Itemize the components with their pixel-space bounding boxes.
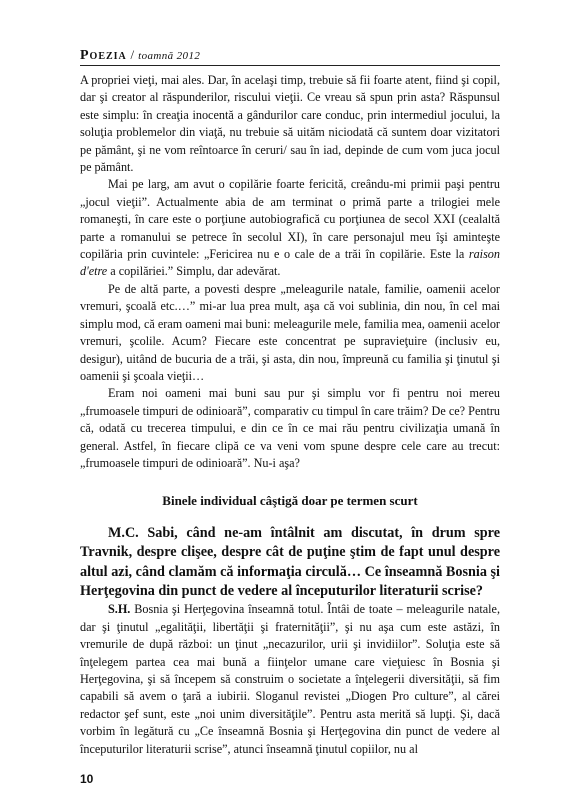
answer-text: Bosnia şi Herţegovina înseamnă totul. Întâi de toate – meleagurile natale, dar şi ţinutul „egalităţii, libertăţii şi fraternităţii”, şi nu aşa cum este astăzi, în vremurile de după război: un ţinut „necazurilor, urii şi invidiilor”. Soluţia este să înţelegem partea cea mai bună a fiinţelor umane care vieţuiesc în Bosnia şi Herţegovina, şi să începem să construim o societate a înţelegerii diversităţii, să fim capabili să avem o ţară a iubirii. Sloganul revistei „Diogen Pro culture”, al cărei redactor şef sunt, este „noi unim diversităţile”. Pentru asta merită să lupţi. Şi, dacă vorbim în legătură cu „Ce înseamnă Bosnia şi Herţegovina din punct de vedere al începuturilor literaturii scrise”, atunci înseamnă ţinutul copiilor, nu al (80, 602, 500, 756)
interview-question: M.C. Sabi, când ne-am întâlnit am discutat, în drum spre Travnik, despre clişee, despre cât de puţine ştim de fapt unul despre altul azi, când clamăm că informaţia circulă… Ce înseamnă Bosnia şi Herţegovina din punct de vedere al începuturilor literaturii scrise? (80, 524, 500, 599)
answer-speaker: S.H. (108, 602, 131, 617)
paragraph-2-tail: a copilăriei.” Simplu, dar adevărat. (107, 264, 281, 279)
paragraph-3: Pe de altă parte, a povesti despre „meleagurile natale, familie, oamenii acelor vremuri, şcoală etc.…” mi-ar lua prea mult, aşa că voi sublinia, din nou, în cel mai simplu mod, că eram oameni mai buni: meleagurile mele, familia mea, oamenii acelor vremuri, şcolile. Acum? Fiecare este concentrat pe supravieţuire (inclusiv eu, desigur), uitând de bucuria de a trăi, şi asta, din nou, împreună cu familia şi ţinutul şi oamenii şi şcoala vieţii… (80, 281, 500, 383)
journal-name: Poezia (80, 48, 127, 63)
paragraph-1: A propriei vieţi, mai ales. Dar, în acelaşi timp, trebuie să fii foarte atent, fiind şi copil, dar şi creator al răspunderilor, riscului vieţii. Ce vreau să spun prin asta? Răspunsul este simplu: în creaţia inocentă a gândurilor care conduc, prin intermediul jocului, la soluţia problemelor din viaţă, nu trebuie să uităm niciodată că suntem doar vizitatori pe pământ, şi ne vom reîntoarce în ceruri/ sau în iad, depinde de cum vom juca jocul pe pământ. (80, 73, 500, 175)
article-body (80, 72, 500, 758)
paragraph-2-text: Mai pe larg, am avut o copilărie foarte fericită, creându-mi primii paşi pentru „jocul vieţii”. Actualmente abia de am terminat o primă parte a trilogiei mele romaneşti, în care este o porţiune autobiografică cu porţiunea de secol XXI (cealaltă parte a romanului se petrece în secolul XI), în care personajul meu îşi aminteşte copilăria prin cuvintele: „Fericirea nu e o cale de a trăi în copilărie. Este la (80, 177, 500, 262)
paragraph-2-italic: raison d'etre (80, 247, 500, 279)
paragraph-2 (80, 176, 500, 280)
issue-label: toamnă 2012 (138, 50, 201, 62)
interview-answer (80, 601, 500, 758)
section-subtitle: Binele individual câştigă doar pe termen scurt (162, 493, 418, 509)
paragraph-4: Eram noi oameni mai buni sau pur şi simplu vor fi pentru noi mereu „frumoasele timpuri de odinioară”, comparativ cu timpul în care trăim? De ce? Pentru că, odată cu trecerea timpului, e din ce în ce mai rău pentru civilizaţia umană în general. Astfel, în fiecare clipă ce va veni vom spune despre cele care au trecut: „frumoasele timpuri de odinioară”. Nu-i aşa? (80, 386, 500, 470)
header-rule (80, 65, 500, 66)
running-header (80, 47, 200, 64)
page-number: 10 (80, 772, 94, 786)
header-separator: / (126, 47, 139, 62)
